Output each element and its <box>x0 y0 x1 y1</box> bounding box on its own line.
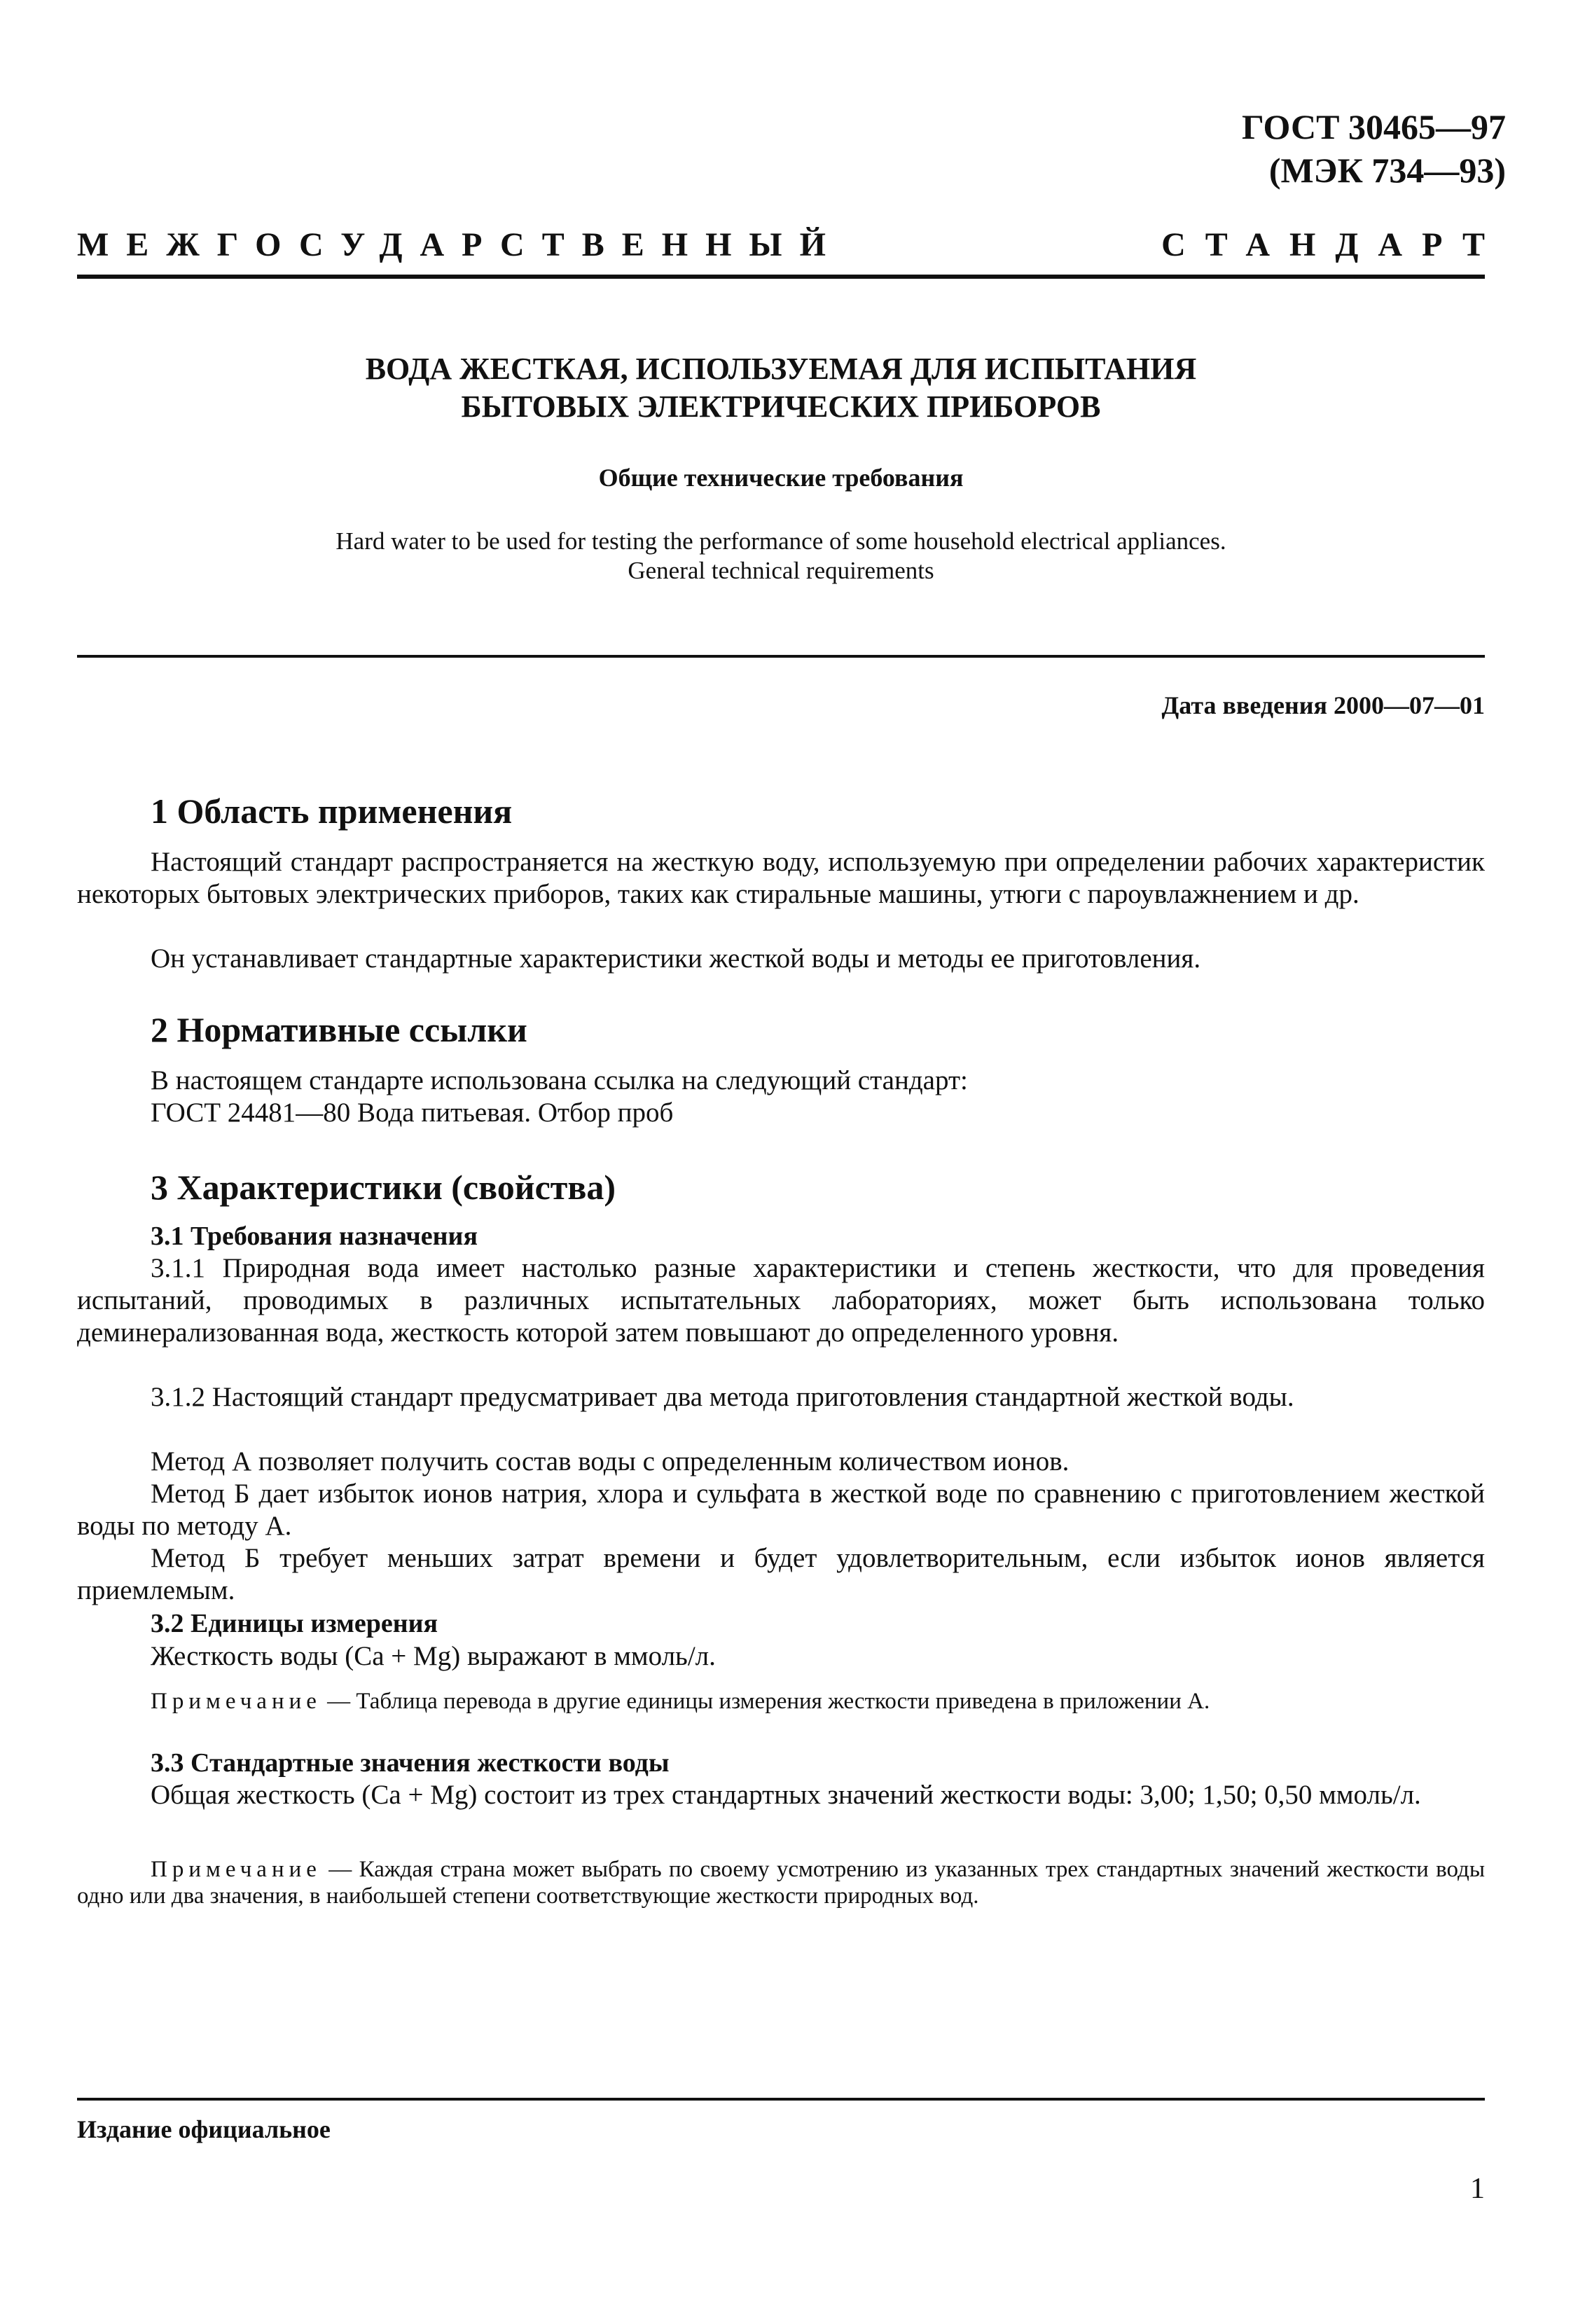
footer-divider <box>77 2098 1485 2101</box>
english-title <box>77 527 1485 586</box>
iec-number: (МЭК 734—93) <box>1268 151 1506 190</box>
method-b-paragraph-2: Метод Б требует меньших затрат времени и будет удовлетворительным, если избыток ионов является приемлемым. <box>77 1543 1485 1605</box>
subsection-3-1-heading: 3.1 Требования назначения <box>151 1222 478 1251</box>
note-label: Примечание <box>151 1857 321 1882</box>
note-text: — Каждая страна может выбрать по своему усмотрению из указанных трех стандартных значений жесткости воды одно или два значения, в наибольшей степени соответствующие жесткости природных вод. <box>77 1857 1485 1909</box>
standard-designation <box>1205 105 1506 192</box>
section-1-paragraph-1: Настоящий стандарт распространяется на жесткую воду, используемую при определении рабочих характеристик некоторых бытовых электрических приборов, таких как стиральные машины, утюги с пароувлажнением и др. <box>77 847 1485 909</box>
english-title-line-1: Hard water to be used for testing the performance of some household electrical appliances. <box>335 527 1226 555</box>
note-label: Примечание <box>151 1689 321 1714</box>
units-paragraph: Жесткость воды (Ca + Mg) выражают в ммоль/л. <box>151 1641 716 1671</box>
section-3-heading: 3 Характеристики (свойства) <box>151 1168 616 1207</box>
document-subtitle: Общие технические требования <box>598 464 964 492</box>
header-divider <box>77 275 1485 279</box>
method-b-paragraph-1: Метод Б дает избыток ионов натрия, хлора и сульфата в жесткой воде по сравнению с приготовлением жесткой воды по методу А. <box>77 1479 1485 1541</box>
note-units <box>77 1688 1485 1715</box>
clause-3-1-1: 3.1.1 Природная вода имеет настолько разные характеристики и степень жесткости, что для проведения испытаний, проводимых в различных испытательных лабораториях, может быть использована только деминерализованная вода, жесткость которой затем повышают до определенного уровня. <box>77 1253 1485 1348</box>
english-title-line-2: General technical requirements <box>628 557 934 584</box>
page-number: 1 <box>1470 2173 1485 2205</box>
hardness-values-paragraph: Общая жесткость (Ca + Mg) состоит из трех стандартных значений жесткости воды: 3,00; 1,50; 0,50 ммоль/л. <box>151 1780 1421 1810</box>
subsection-3-2-heading: 3.2 Единицы измерения <box>151 1609 438 1638</box>
banner-word-interstate: МЕЖГОСУДАРСТВЕННЫЙ <box>77 226 843 263</box>
title-line-2: БЫТОВЫХ ЭЛЕКТРИЧЕСКИХ ПРИБОРОВ <box>461 389 1101 424</box>
section-2-paragraph-1: В настоящем стандарте использована ссылка на следующий стандарт: <box>151 1065 968 1095</box>
section-2-heading: 2 Нормативные ссылки <box>151 1010 527 1049</box>
document-title <box>77 350 1485 426</box>
title-divider <box>77 655 1485 658</box>
title-line-1: ВОДА ЖЕСТКАЯ, ИСПОЛЬЗУЕМАЯ ДЛЯ ИСПЫТАНИЯ <box>365 352 1197 386</box>
subsection-3-3-heading: 3.3 Стандартные значения жесткости воды <box>151 1748 670 1778</box>
interstate-standard-banner <box>77 224 1504 266</box>
introduction-date: Дата введения 2000—07—01 <box>1161 691 1485 719</box>
banner-word-standard: СТАНДАРТ <box>1161 226 1504 263</box>
official-edition-label: Издание официальное <box>77 2115 331 2143</box>
clause-3-1-2: 3.1.2 Настоящий стандарт предусматривает два метода приготовления стандартной жесткой воды. <box>151 1382 1294 1412</box>
section-1-heading: 1 Область применения <box>151 791 513 831</box>
note-hardness-choice <box>77 1856 1485 1909</box>
note-text: — Таблица перевода в другие единицы измерения жесткости приведена в приложении А. <box>321 1689 1210 1714</box>
section-1-paragraph-2: Он устанавливает стандартные характеристики жесткой воды и методы ее приготовления. <box>151 943 1201 974</box>
gost-number: ГОСТ 30465—97 <box>1241 107 1506 146</box>
normative-reference: ГОСТ 24481—80 Вода питьевая. Отбор проб <box>151 1098 674 1128</box>
method-a-paragraph: Метод А позволяет получить состав воды с определенным количеством ионов. <box>151 1446 1070 1476</box>
